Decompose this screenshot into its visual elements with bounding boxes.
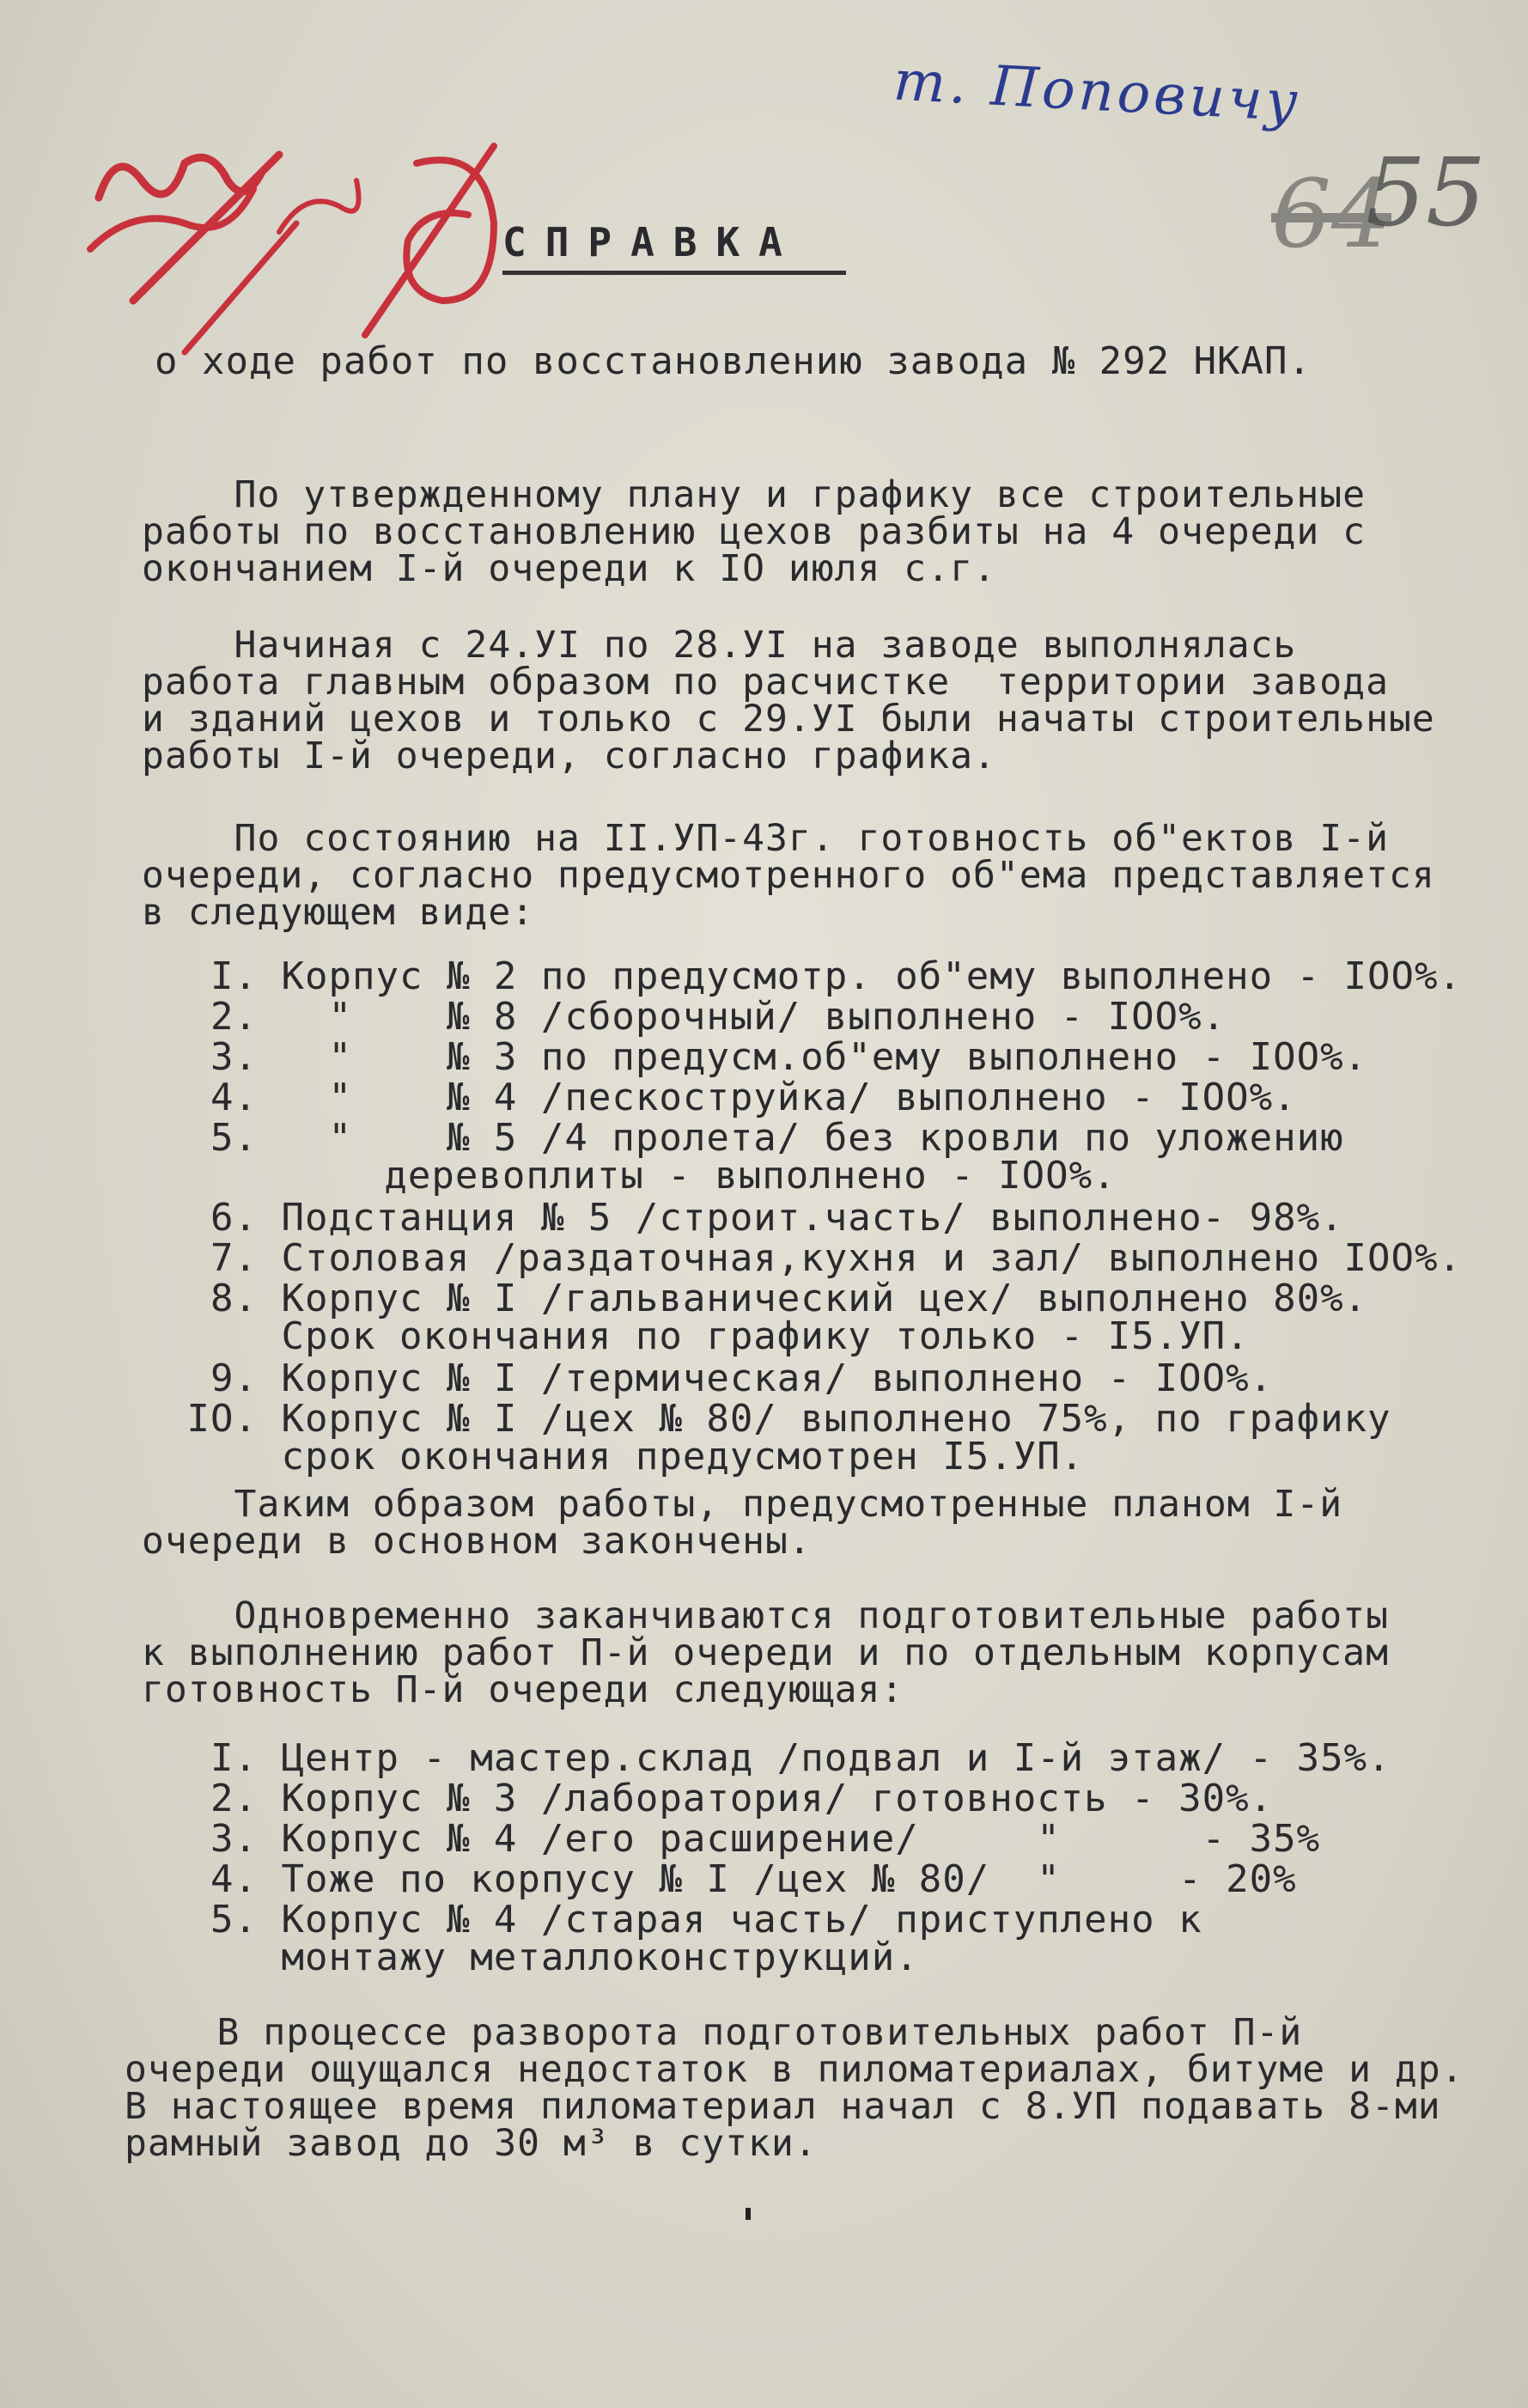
- item-text: Тоже по корпусу № I /цех № 80/ " - 20%: [281, 1857, 1297, 1901]
- item-text: Корпус № 4 /его расширение/ " - 35%: [281, 1817, 1321, 1861]
- item-number: 8.: [210, 1277, 258, 1320]
- list-item: [172, 954, 1463, 998]
- item-text: " № 5 /4 пролета/ без кровли по уложению деревоплиты - выполнено - IOO%.: [328, 1116, 1344, 1198]
- item-text: " № 8 /сборочный/ выполнено - IOO%.: [281, 995, 1227, 1039]
- list-item: [172, 1196, 1344, 1240]
- list-item: [172, 1236, 1463, 1280]
- item-number: 3.: [210, 1817, 258, 1861]
- item-number: 6.: [210, 1196, 258, 1240]
- list-item: [172, 1116, 1344, 1198]
- paragraph-second-stage-intro: Одновременно заканчиваются подготовительные работы к выполнению работ П-й очереди и по отдельным корпусам готовность П-й очереди следующая:: [142, 1594, 1389, 1711]
- list-item: [172, 1898, 1202, 1979]
- item-number: 9.: [210, 1356, 258, 1400]
- item-text: Корпус № 4 /старая часть/ приступлено к монтажу металлоконструкций.: [281, 1898, 1202, 1979]
- document-title: СПРАВКА: [502, 219, 846, 275]
- item-text: Корпус № I /гальванический цех/ выполнено 80%. Срок окончания по графику только - I5.УП.: [281, 1277, 1368, 1358]
- item-number: 2.: [210, 995, 258, 1039]
- crossed-sheet-number: 64: [1271, 159, 1391, 269]
- item-text: " № 4 /пескоструйка/ выполнено - IOO%.: [281, 1076, 1297, 1119]
- item-text: Корпус № 2 по предусмотр. об"ему выполнено - IOO%.: [281, 954, 1463, 998]
- paragraph-conclusion: Таким образом работы, предусмотренные планом I-й очереди в основном закончены.: [142, 1483, 1343, 1563]
- item-text: Столовая /раздаточная,кухня и зал/ выполнено IOO%.: [281, 1236, 1463, 1280]
- item-number: 4.: [210, 1076, 258, 1119]
- item-number: I.: [210, 954, 258, 998]
- item-text: Корпус № I /термическая/ выполнено - IOO%.: [281, 1356, 1274, 1400]
- ink-mark: [746, 2208, 751, 2220]
- list-item: [172, 995, 1227, 1039]
- item-number: 7.: [210, 1236, 258, 1280]
- list-item: [172, 1736, 1391, 1780]
- list-item: [172, 1817, 1321, 1861]
- item-number: 5.: [210, 1898, 258, 1942]
- paragraph-status-intro: По состоянию на II.УП-43г. готовность об"ектов I-й очереди, согласно предусмотренного об"ема представляется в следующем виде:: [142, 817, 1435, 934]
- list-item: [172, 1076, 1297, 1119]
- item-text: Корпус № I /цех № 80/ выполнено 75%, по графику срок окончания предусмотрен I5.УП.: [281, 1397, 1391, 1478]
- list-item: [172, 1397, 1391, 1478]
- item-text: Подстанция № 5 /строит.часть/ выполнено- 98%.: [281, 1196, 1344, 1240]
- list-item: [172, 1277, 1368, 1358]
- item-number: IO.: [186, 1397, 258, 1441]
- document-subtitle: о ходе работ по восстановлению завода № 292 НКАП.: [155, 339, 1312, 383]
- list-item: [172, 1035, 1368, 1079]
- item-text: Корпус № 3 /лаборатория/ готовность - 30%.: [281, 1777, 1274, 1820]
- list-item: [172, 1356, 1274, 1400]
- paragraph-start-of-work: Начиная с 24.УI по 28.УI на заводе выполнялась работа главным образом по расчистке территории завода и зданий цехов и только с 29.УI были начаты строительные работы I-й очереди, согласно графика.: [142, 624, 1435, 777]
- item-number: I.: [210, 1736, 258, 1780]
- item-text: " № 3 по предусм.об"ему выполнено - IOO%.: [281, 1035, 1368, 1079]
- item-number: 3.: [210, 1035, 258, 1079]
- sheet-number: 55: [1366, 137, 1486, 247]
- item-number: 5.: [210, 1116, 258, 1160]
- paragraph-plan: По утвержденному плану и графику все строительные работы по восстановлению цехов разбиты на 4 очереди с окончанием I-й очереди к IO июля с.г.: [142, 473, 1367, 590]
- item-number: 4.: [210, 1857, 258, 1901]
- list-item: [172, 1777, 1274, 1820]
- paragraph-shortages: В процессе разворота подготовительных работ П-й очереди ощущался недостаток в пиломатериалах, битуме и др. В настоящее время пиломатериал начал с 8.УП подавать 8-ми рамный завод до 30 м³ в сутки.: [125, 2011, 1464, 2165]
- item-number: 2.: [210, 1777, 258, 1820]
- list-item: [172, 1857, 1297, 1901]
- handwritten-addressee: т. Поповичу: [892, 49, 1303, 135]
- item-text: Центр - мастер.склад /подвал и I-й этаж/ - 35%.: [281, 1736, 1391, 1780]
